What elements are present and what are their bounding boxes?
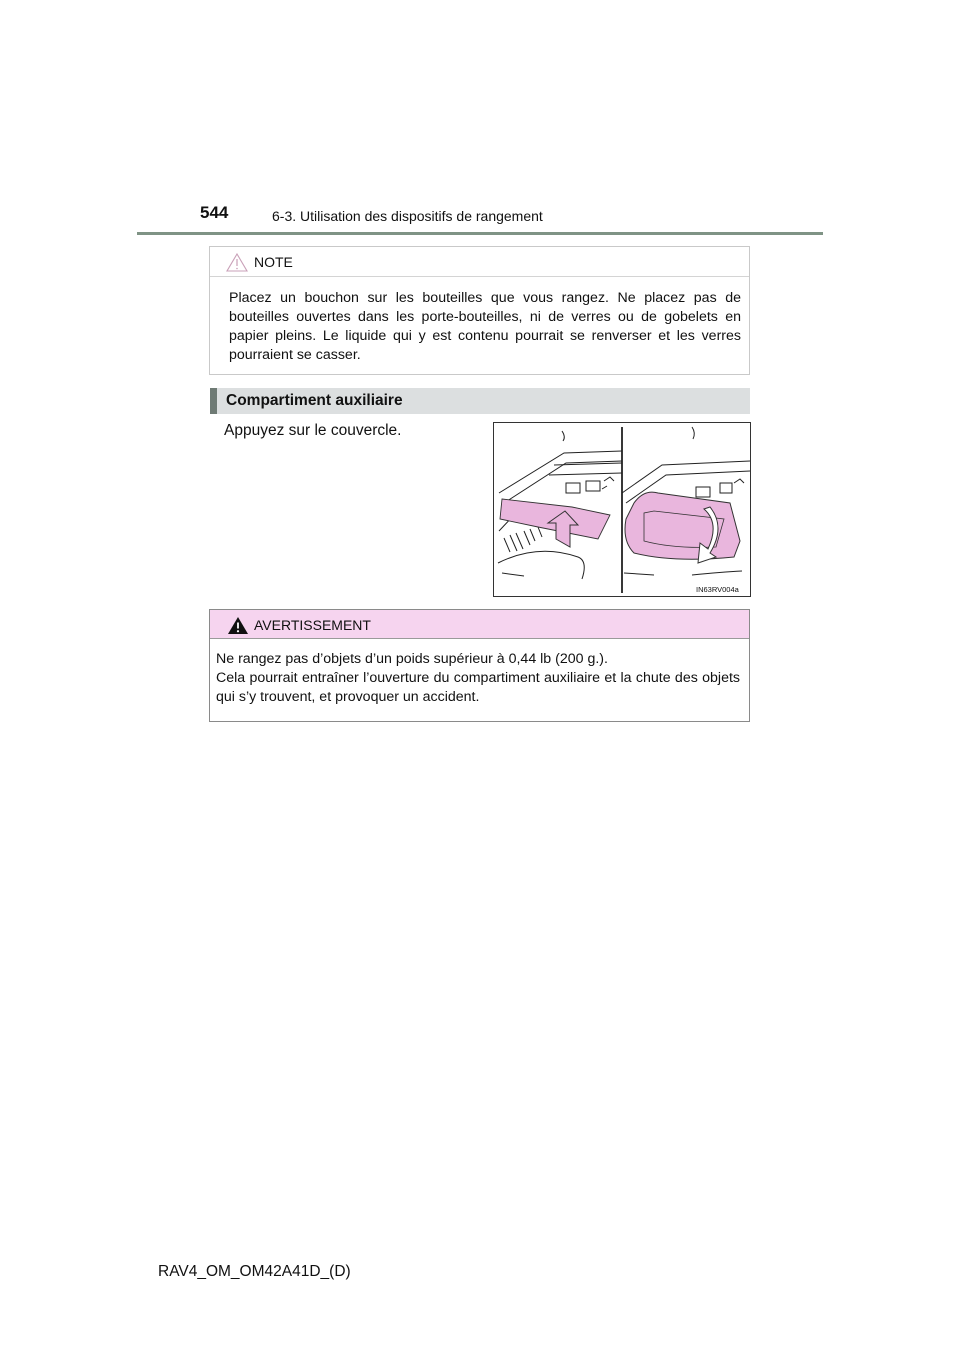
- warning-text: [216, 650, 740, 707]
- section-heading: Compartiment auxiliaire: [226, 392, 403, 409]
- warning-line-1: Ne rangez pas d’objets d’un poids supérieur à 0,44 lb (200 g.).: [216, 651, 608, 667]
- section-heading-accent: [210, 388, 217, 414]
- figure-code: IN63RV004a: [696, 585, 739, 594]
- warning-line-2: Cela pourrait entraîner l’ouverture du compartiment auxiliaire et la chute des objets qui s’y trouvent, et provoquer un accident.: [216, 670, 740, 705]
- warning-title: AVERTISSEMENT: [254, 617, 371, 633]
- document-code: RAV4_OM_OM42A41D_(D): [158, 1263, 351, 1280]
- note-box: [209, 246, 750, 375]
- warning-triangle-filled-icon: [227, 616, 249, 635]
- instruction-text: Appuyez sur le couvercle.: [224, 422, 402, 439]
- section-heading-bar: [210, 388, 750, 414]
- note-text: Placez un bouchon sur les bouteilles que vous rangez. Ne placez pas de bouteilles ouvertes dans les porte-bouteilles, ni de verres ou de gobelets en papier pleins. Le liquide qui y est contenu pourrait se renverser et les verres pourraient se casser.: [229, 290, 741, 363]
- note-title: NOTE: [254, 254, 293, 270]
- compartment-drawing: [494, 423, 750, 596]
- header-rule: [137, 232, 823, 235]
- note-header: [210, 247, 749, 277]
- compartment-illustration: [493, 422, 751, 597]
- warning-triangle-outline-icon: [226, 253, 248, 272]
- warning-box: [209, 609, 750, 722]
- page-number: 544: [200, 203, 229, 222]
- section-title: 6-3. Utilisation des dispositifs de rangement: [272, 208, 543, 224]
- warning-header: [210, 610, 749, 639]
